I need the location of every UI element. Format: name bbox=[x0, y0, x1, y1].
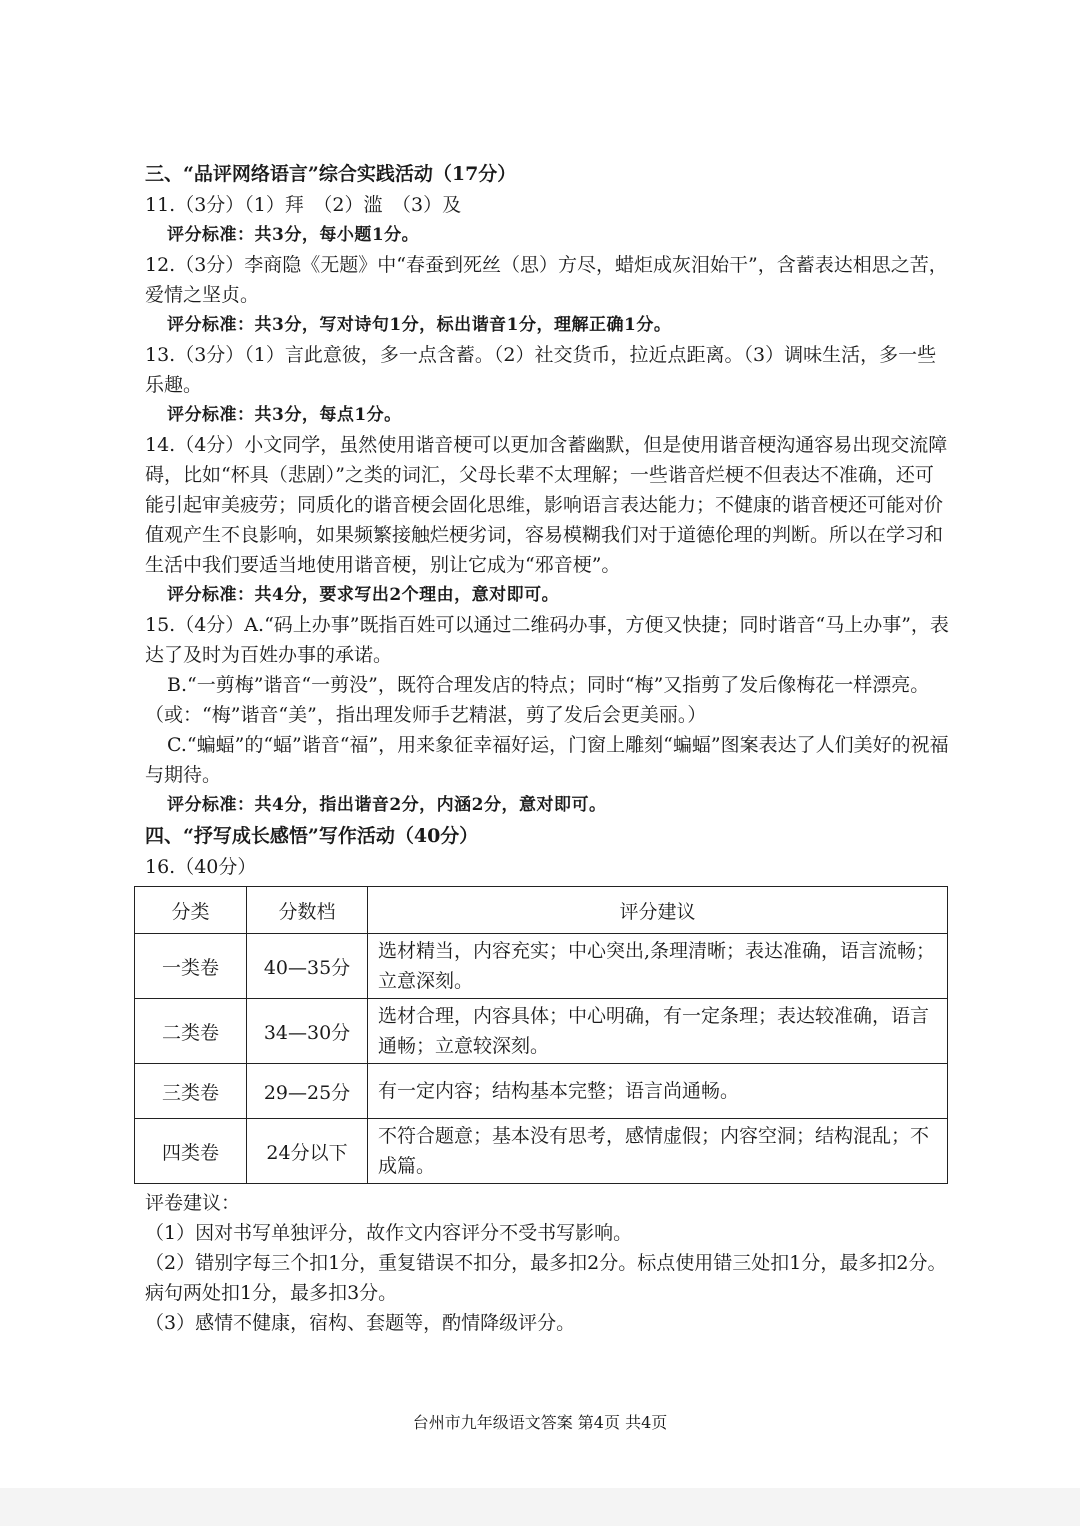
header-score-range: 分数档 bbox=[247, 887, 368, 934]
row-category: 一类卷 bbox=[135, 934, 247, 999]
page-footer: 台州市九年级语文答案 第4页 共4页 bbox=[412, 1413, 668, 1432]
row-advice: 选材合理，内容具体；中心明确，有一定条理；表达较准确，语言通畅；立意较深刻。 bbox=[368, 999, 948, 1064]
row-category: 二类卷 bbox=[135, 999, 247, 1064]
q12-criteria: 评分标准：共3分，写对诗句1分，标出谐音1分，理解正确1分。 bbox=[167, 315, 672, 335]
row-category: 三类卷 bbox=[135, 1064, 247, 1119]
scan-bottom-edge bbox=[0, 1488, 1080, 1526]
q15-answer-b: B.“一剪梅”谐音“一剪没”，既符合理发店的特点；同时“梅”又指剪了发后像梅花一样漂亮。（或：“梅”谐音“美”，指出理发师手艺精湛，剪了发后会更美丽。） bbox=[145, 674, 930, 726]
header-category: 分类 bbox=[135, 887, 247, 934]
row-score-range: 34—30分 bbox=[247, 999, 368, 1064]
q11-answer: 11.（3分）（1）拜 （2）滥 （3）及 bbox=[145, 194, 462, 216]
section-3-title: 三、“品评网络语言”综合实践活动（17分） bbox=[145, 163, 517, 185]
q13-answer: 13.（3分）（1）言此意彼，多一点含蓄。（2）社交货币，拉近点距离。（3）调味生活，多一些乐趣。 bbox=[145, 344, 937, 396]
row-score-range: 40—35分 bbox=[247, 934, 368, 999]
review-suggestions-title: 评卷建议： bbox=[145, 1192, 241, 1214]
q12-answer: 12.（3分）李商隐《无题》中“春蚕到死丝（思）方尽，蜡炬成灰泪始干”，含蓄表达相思之苦，爱情之坚贞。 bbox=[145, 254, 948, 306]
q13-criteria: 评分标准：共3分，每点1分。 bbox=[167, 405, 402, 425]
q15-answer-a: 15.（4分）A.“码上办事”既指百姓可以通过二维码办事，方便又快捷；同时谐音“马上办事”，表达了及时为百姓办事的承诺。 bbox=[145, 614, 949, 666]
q14-answer: 14.（4分）小文同学，虽然使用谐音梗可以更加含蓄幽默，但是使用谐音梗沟通容易出现交流障碍，比如“杯具（悲剧）”之类的词汇，父母长辈不太理解；一些谐音烂梗不但表达不准确，还可能引起审美疲劳；同质化的谐音梗会固化思维，影响语言表达能力；不健康的谐音梗还可能对价值观产生不良影响，如果频繁接触烂梗劣词，容易模糊我们对于道德伦理的判断。所以在学习和生活中我们要适当地使用谐音梗，别让它成为“邪音梗”。 bbox=[145, 434, 948, 576]
row-score-range: 29—25分 bbox=[247, 1064, 368, 1119]
review-item-2: （2）错别字每三个扣1分，重复错误不扣分，最多扣2分。标点使用错三处扣1分，最多扣2分。病句两处扣1分，最多扣3分。 bbox=[145, 1252, 947, 1304]
table-row bbox=[135, 1064, 948, 1119]
row-score-range: 24分以下 bbox=[247, 1119, 368, 1184]
table-row bbox=[135, 1119, 948, 1184]
q14-criteria: 评分标准：共4分，要求写出2个理由，意对即可。 bbox=[167, 585, 560, 605]
table-row bbox=[135, 999, 948, 1064]
q15-criteria: 评分标准：共4分，指出谐音2分，内涵2分，意对即可。 bbox=[167, 795, 607, 815]
row-advice: 选材精当，内容充实；中心突出,条理清晰；表达准确，语言流畅；立意深刻。 bbox=[368, 934, 948, 999]
row-advice: 有一定内容；结构基本完整；语言尚通畅。 bbox=[368, 1064, 948, 1119]
review-item-1: （1）因对书写单独评分，故作文内容评分不受书写影响。 bbox=[145, 1222, 633, 1244]
q11-criteria: 评分标准：共3分，每小题1分。 bbox=[167, 225, 420, 245]
header-advice: 评分建议 bbox=[368, 887, 948, 934]
table-row bbox=[135, 934, 948, 999]
answer-page bbox=[145, 158, 950, 1338]
row-category: 四类卷 bbox=[135, 1119, 247, 1184]
grading-table-header bbox=[135, 887, 948, 934]
q15-answer-c: C.“蝙蝠”的“蝠”谐音“福”，用来象征幸福好运，门窗上雕刻“蝙蝠”图案表达了人们美好的祝福与期待。 bbox=[145, 734, 949, 786]
grading-table bbox=[134, 886, 948, 1184]
row-advice: 不符合题意；基本没有思考，感情虚假；内容空洞；结构混乱；不成篇。 bbox=[368, 1119, 948, 1184]
q16-label: 16.（40分） bbox=[145, 856, 257, 878]
review-item-3: （3）感情不健康，宿构、套题等，酌情降级评分。 bbox=[145, 1312, 576, 1334]
section-4-title: 四、“抒写成长感悟”写作活动（40分） bbox=[145, 825, 479, 847]
